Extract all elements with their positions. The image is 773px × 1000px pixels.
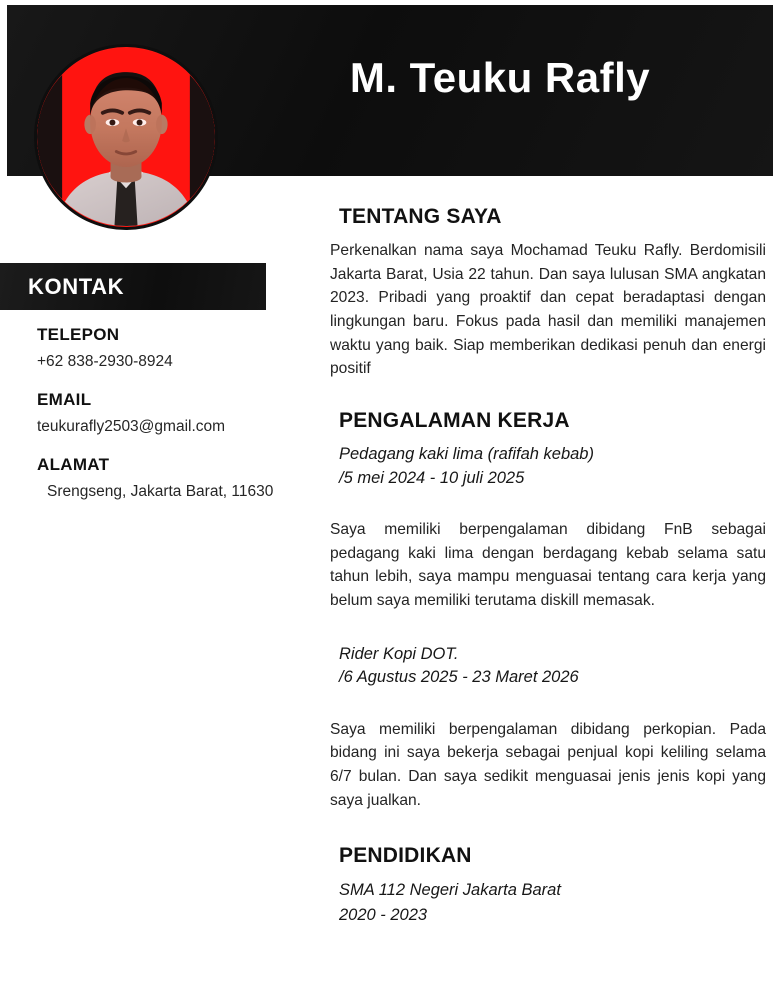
contact-value-alamat: Srengseng, Jakarta Barat, 11630 (47, 482, 274, 500)
section-experience (330, 409, 766, 812)
spacer (330, 613, 766, 643)
sidebar-section-header-kontak (0, 263, 266, 310)
section-heading-experience: PENGALAMAN KERJA (339, 409, 570, 433)
spacer (330, 814, 766, 844)
about-paragraph: Perkenalkan nama saya Mochamad Teuku Rafly. Berdomisili Jakarta Barat, Usia 22 tahun. Dan saya lulusan SMA angkatan 2023. Pribadi yang proaktif dan cepat beradaptasi dengan lingkungan baru. Fokus pada hasil dan memiliki manajemen waktu yang baik. Siap memberikan dedikasi penuh dan energi positif (330, 242, 766, 378)
spacer (330, 383, 766, 409)
job-title-1: Pedagang kaki lima (rafifah kebab) (339, 445, 594, 464)
spacer (330, 504, 766, 518)
education-school: SMA 112 Negeri Jakarta Barat (339, 881, 561, 900)
contact-label-email: EMAIL (37, 389, 92, 409)
spacer (330, 704, 766, 718)
contact-label-telepon: TELEPON (37, 325, 120, 344)
job-description-1: Saya memiliki berpengalaman dibidang FnB sebagai pedagang kaki lima dengan berdagang kebab selama satu tahun lebih, saya mampu menguasai tentang cara kerja yang belum saya memiliki terutama diskill memasak. (330, 520, 766, 610)
avatar (34, 44, 218, 230)
job-description-2: Saya memiliki berpengalaman dibidang perkopian. Pada bidang ini saya bekerja sebagai penjual kopi keliling selama 6/7 bulan. Dan saya sedikit menguasai jenis jenis kopi yang saya jualkan. (330, 720, 766, 809)
section-education (330, 844, 766, 928)
experience-item-2 (330, 643, 766, 813)
education-years: 2020 - 2023 (339, 906, 428, 925)
job-dates-1: /5 mei 2024 - 10 juli 2025 (339, 468, 525, 487)
job-dates-2: /6 Agustus 2025 - 23 Maret 2026 (339, 668, 579, 687)
contact-label-alamat: ALAMAT (37, 454, 110, 474)
page-title: M. Teuku Rafly (349, 54, 651, 101)
contact-value-email[interactable]: teukurafly2503@gmail.com (37, 417, 226, 435)
sidebar-section-title: KONTAK (28, 274, 125, 299)
section-about (330, 205, 766, 381)
contact-item-alamat (37, 455, 280, 503)
job-title-2: Rider Kopi DOT. (339, 644, 459, 663)
section-heading-about: TENTANG SAYA (339, 205, 502, 228)
portrait-photo-icon (37, 47, 215, 227)
contact-value-telepon[interactable]: +62 838-2930-8924 (37, 353, 173, 370)
section-heading-education: PENDIDIKAN (339, 844, 472, 868)
contact-list (37, 325, 280, 520)
contact-item-telepon (37, 325, 280, 373)
contact-item-email (37, 390, 280, 438)
experience-item-1 (330, 443, 766, 613)
main-content (330, 205, 766, 930)
